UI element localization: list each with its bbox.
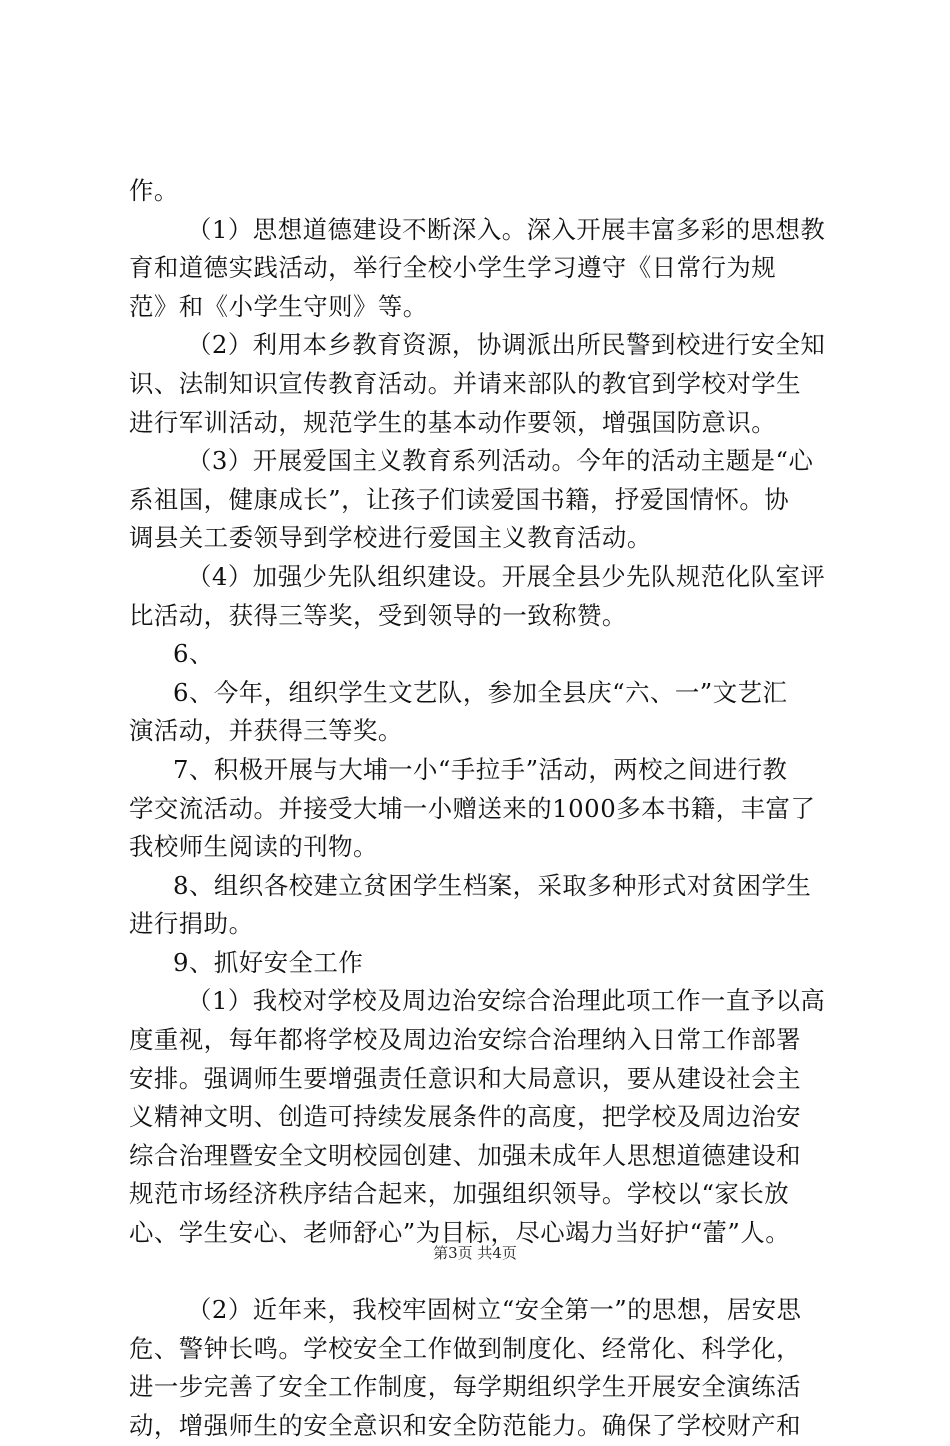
text-line: （1）我校对学校及周边治安综合治理此项工作一直予以高 xyxy=(187,986,826,1016)
page-footer: 第3页 共4页 xyxy=(433,1244,517,1262)
text-line: 演活动，并获得三等奖。 xyxy=(129,716,403,746)
text-line: 危、警钟长鸣。学校安全工作做到制度化、经常化、科学化， xyxy=(129,1333,802,1363)
text-line: 进行捐助。 xyxy=(129,909,254,939)
text-line: 6、 xyxy=(173,639,214,669)
text-line: 我校师生阅读的刊物。 xyxy=(129,832,378,862)
text-line: （2）近年来，我校牢固树立“安全第一”的思想，居安思 xyxy=(187,1295,802,1325)
text-line: 6、今年，组织学生文艺队，参加全县庆“六、一”文艺汇 xyxy=(173,677,788,707)
text-line: 识、法制知识宣传教育活动。并请来部队的教官到学校对学生 xyxy=(129,368,802,398)
text-line: 规范市场经济秩序结合起来，加强组织领导。学校以“家长放 xyxy=(129,1179,790,1209)
text-line: 进行军训活动，规范学生的基本动作要领，增强国防意识。 xyxy=(129,407,777,437)
text-line: 9、抓好安全工作 xyxy=(173,947,364,977)
text-line: 进一步完善了安全工作制度，每学期组织学生开展安全演练活 xyxy=(129,1372,802,1402)
text-line: （1）思想道德建设不断深入。深入开展丰富多彩的思想教 xyxy=(187,214,826,244)
text-line: （2）利用本乡教育资源，协调派出所民警到校进行安全知 xyxy=(187,330,826,360)
text-line: 育和道德实践活动，举行全校小学生学习遵守《日常行为规 xyxy=(129,253,777,283)
text-line: 安排。强调师生要增强责任意识和大局意识，要从建设社会主 xyxy=(129,1063,802,1093)
text-line: （4）加强少先队组织建设。开展全县少先队规范化队室评 xyxy=(187,561,826,591)
text-line: 度重视，每年都将学校及周边治安综合治理纳入日常工作部署 xyxy=(129,1025,802,1055)
text-line: 调县关工委领导到学校进行爱国主义教育活动。 xyxy=(129,523,652,553)
text-line: 动，增强师生的安全意识和安全防范能力。确保了学校财产和 xyxy=(129,1411,802,1440)
text-line: 作。 xyxy=(129,176,179,205)
text-line: 学交流活动。并接受大埔一小赠送来的1000多本书籍，丰富了 xyxy=(129,793,816,823)
text-line: （3）开展爱国主义教育系列活动。今年的活动主题是“心 xyxy=(187,446,814,476)
text-line: 综合治理暨安全文明校园创建、加强未成年人思想道德建设和 xyxy=(129,1140,802,1170)
text-line: 心、学生安心、老师舒心”为目标，尽心竭力当好护“蕾”人。 xyxy=(129,1218,791,1248)
text-line: 比活动，获得三等奖，受到领导的一致称赞。 xyxy=(129,600,627,630)
text-line: 范》和《小学生守则》等。 xyxy=(129,291,428,321)
text-line: 7、积极开展与大埔一小“手拉手”活动，两校之间进行教 xyxy=(173,754,788,784)
text-line: 义精神文明、创造可持续发展条件的高度，把学校及周边治安 xyxy=(129,1102,802,1132)
text-line: 系祖国，健康成长”，让孩子们读爱国书籍，抒爱国情怀。协 xyxy=(129,484,790,514)
text-line: 8、组织各校建立贫困学生档案，采取多种形式对贫困学生 xyxy=(173,870,812,900)
